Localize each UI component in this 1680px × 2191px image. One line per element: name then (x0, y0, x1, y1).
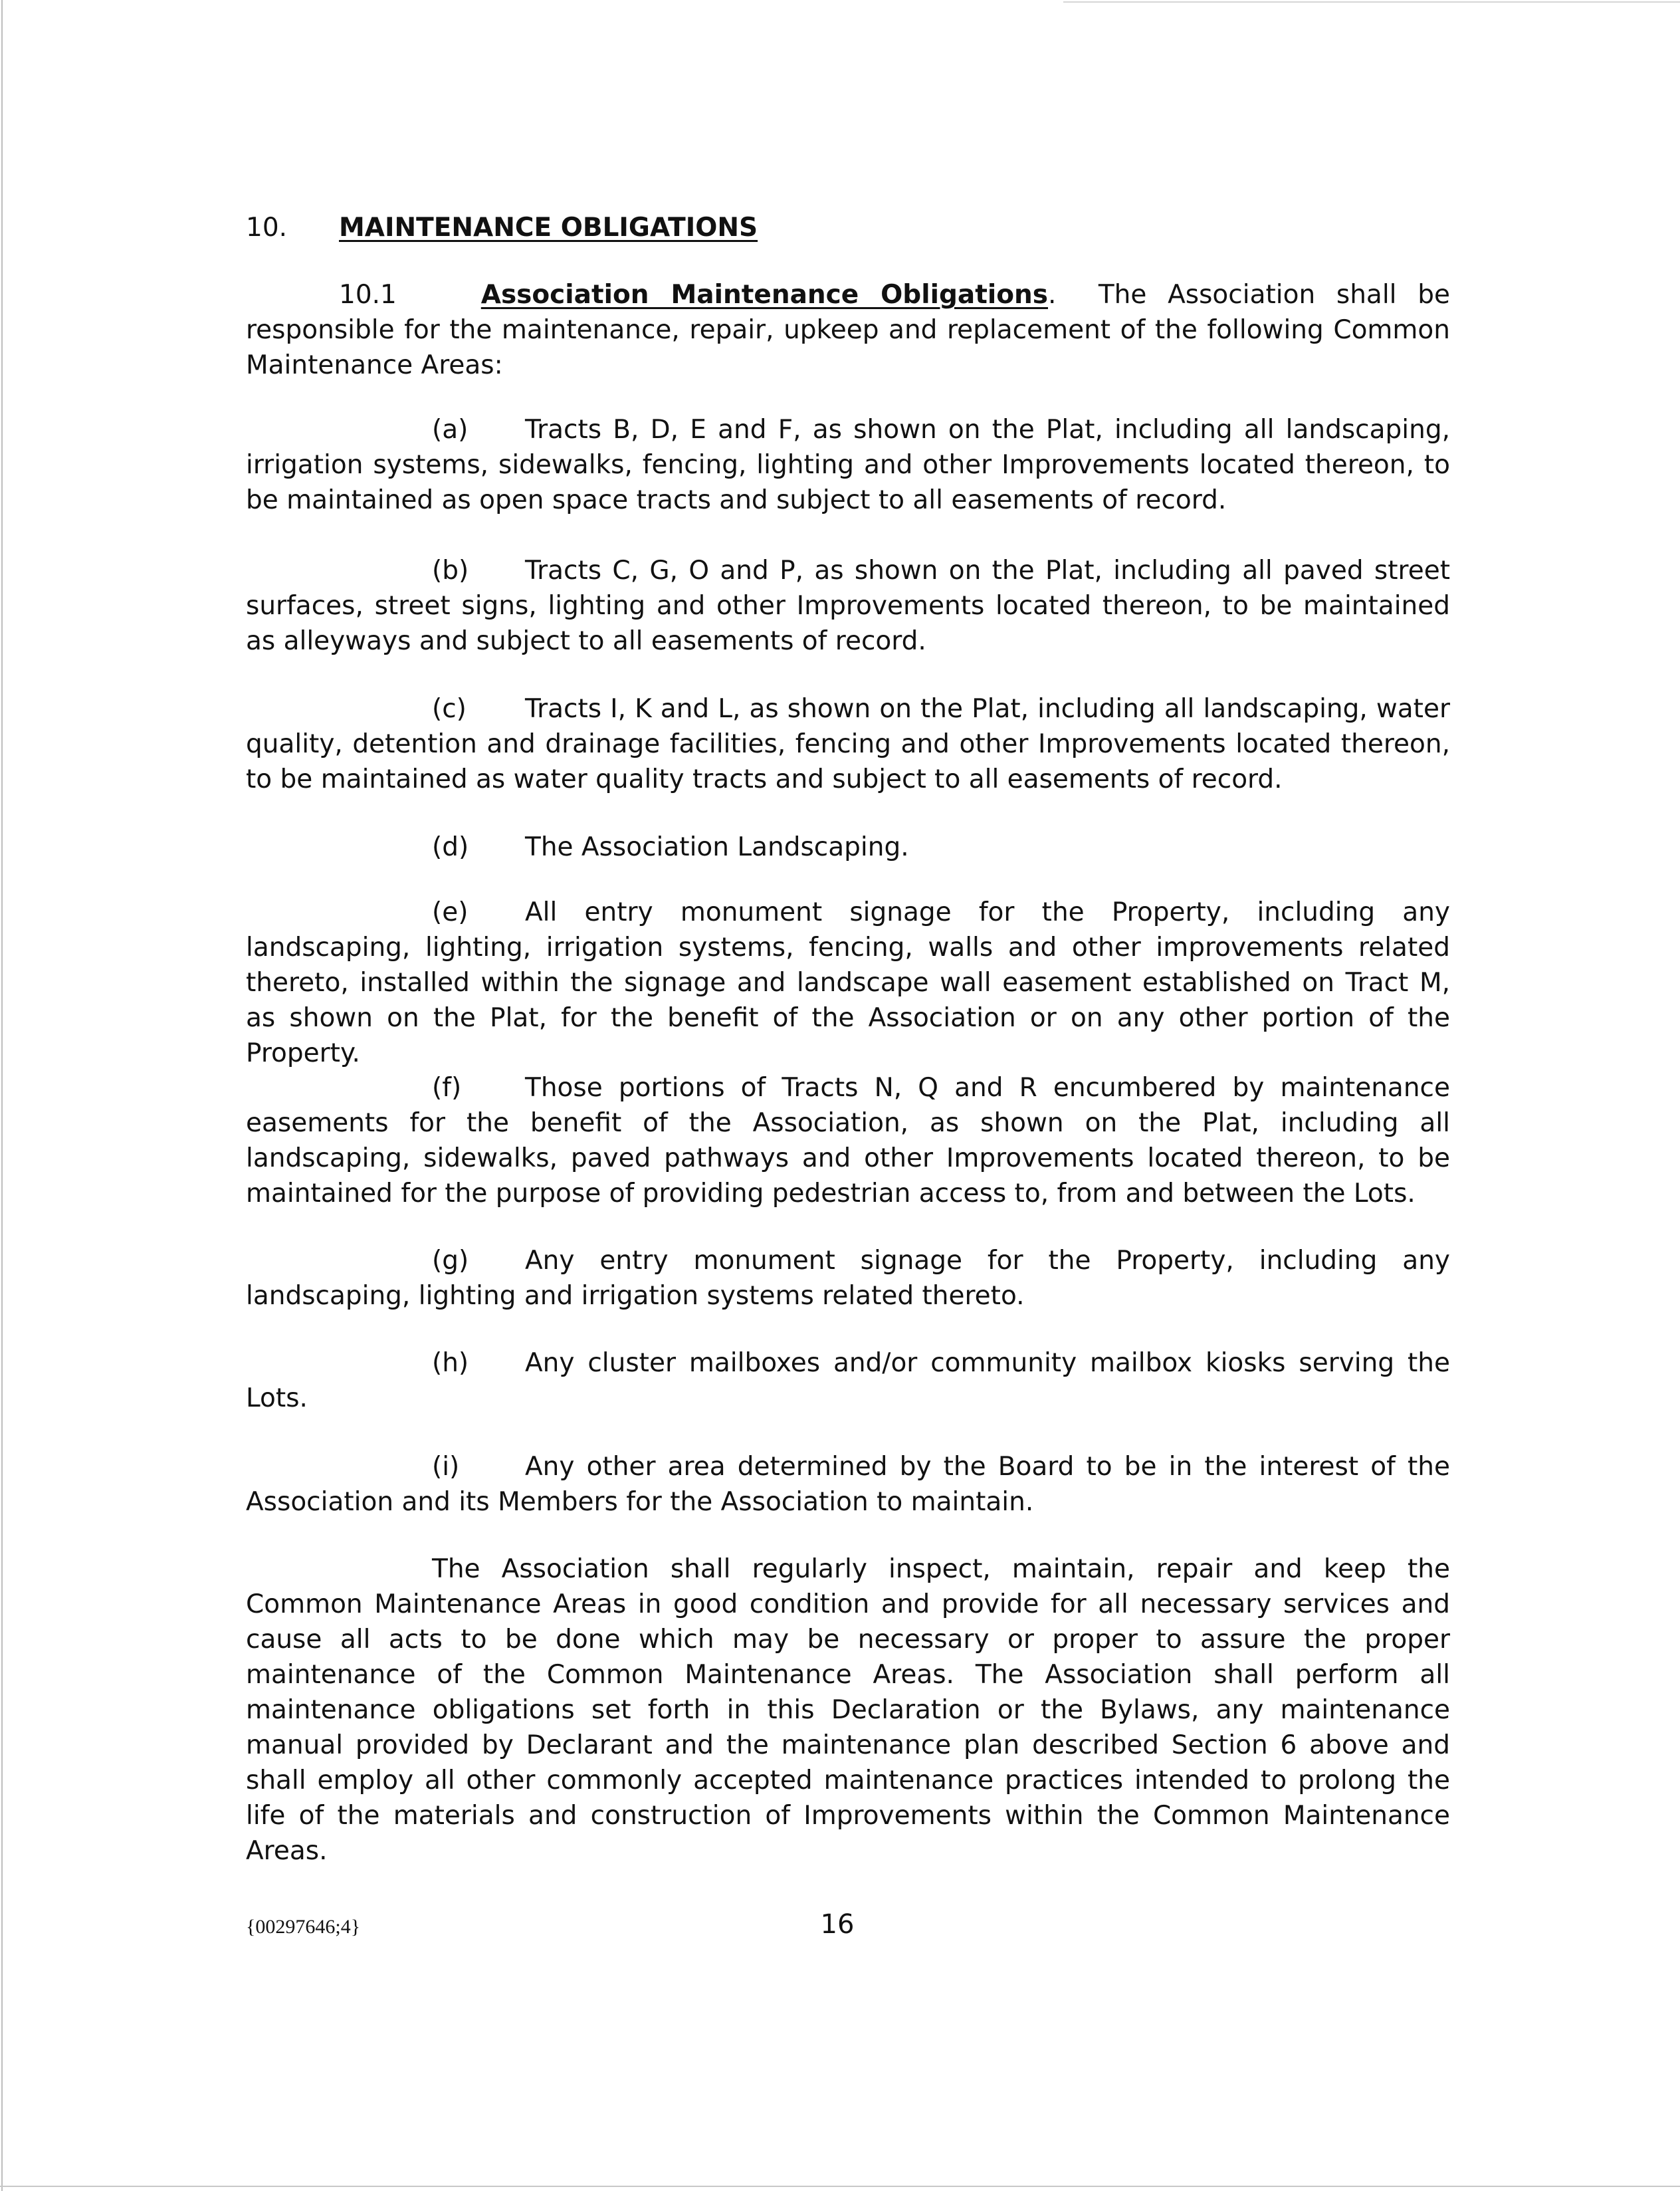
section-number: 10. (246, 213, 288, 243)
list-item (246, 1449, 1450, 1520)
list-item (246, 691, 1450, 797)
subsection-intro-text: The Association shall be responsible for the maintenance, repair, upkeep and replacement of the following Common Maintenance Areas: (246, 280, 1450, 380)
subsection-number: 10.1 (339, 280, 397, 310)
section-title: MAINTENANCE OBLIGATIONS (339, 213, 758, 243)
item-label: (i) (432, 1452, 460, 1482)
list-item (246, 1070, 1450, 1211)
subsection-title: Association Maintenance Obligations (480, 280, 1048, 310)
item-text: The Association Landscaping. (525, 832, 909, 862)
section-heading (246, 210, 1450, 245)
item-text: All entry monument signage for the Property, including any landscaping, lighting, irrigation systems, fencing, walls and other improvements related thereto, installed within the signage and landscape wall easement established on Tract M, as shown on the Plat, for the benefit of the Association or on any other portion of the Property. (246, 897, 1450, 1068)
item-text: Those portions of Tracts N, Q and R encumbered by maintenance easements for the benefit of the Association, as shown on the Plat, including all landscaping, sidewalks, paved pathways and other Improvements located thereon, to be maintained for the purpose of providing pedestrian access to, from and between the Lots. (246, 1073, 1450, 1209)
list-item (246, 895, 1450, 1071)
document-id: {00297646;4} (246, 1916, 361, 1938)
item-label: (c) (432, 694, 467, 724)
item-text: Any other area determined by the Board to be in the interest of the Association and its Members for the Association to maintain. (246, 1452, 1450, 1517)
item-label: (b) (432, 556, 469, 586)
list-item (246, 830, 1450, 865)
scan-edge-bottom (0, 2186, 1680, 2187)
list-item (246, 553, 1450, 659)
list-item (246, 1345, 1450, 1416)
item-text: Tracts I, K and L, as shown on the Plat, including all landscaping, water quality, detention and drainage facilities, fencing and other Improvements located thereon, to be maintained as water quality tracts and subject to all easements of record. (246, 694, 1450, 794)
closing-paragraph: The Association shall regularly inspect, maintain, repair and keep the Common Maintenance Areas in good condition and provide for all necessary services and cause all acts to be done which may be necessary or proper to assure the proper maintenance of the Common Maintenance Areas. The Association shall perform all maintenance obligations set forth in this Declaration or the Bylaws, any maintenance manual provided by Declarant and the maintenance plan described Section 6 above and shall employ all other commonly accepted maintenance practices intended to prolong the life of the materials and construction of Improvements within the Common Maintenance Areas. (246, 1554, 1450, 1866)
scan-edge-top (1063, 1, 1680, 3)
item-text: Tracts C, G, O and P, as shown on the Plat, including all paved street surfaces, street signs, lighting and other Improvements located thereon, to be maintained as alleyways and subject to all easements of record. (246, 556, 1450, 656)
subsection-intro: 10.1 Association Maintenance Obligations. The Association shall be responsible for the maintenance, repair, upkeep and replacement of the following Common Maintenance Areas: (246, 280, 1450, 380)
item-label: (g) (432, 1246, 469, 1276)
item-text: Tracts B, D, E and F, as shown on the Plat, including all landscaping, irrigation systems, sidewalks, fencing, lighting and other Improvements located thereon, to be maintained as open space tracts and subject to all easements of record. (246, 415, 1450, 515)
item-label: (f) (432, 1073, 462, 1103)
item-text: Any entry monument signage for the Property, including any landscaping, lighting and irrigation systems related thereto. (246, 1246, 1450, 1311)
item-label: (e) (432, 897, 469, 927)
item-text: Any cluster mailboxes and/or community mailbox kiosks serving the Lots. (246, 1348, 1450, 1413)
item-label: (h) (432, 1348, 469, 1378)
list-item (246, 1243, 1450, 1314)
scan-edge-left (1, 0, 3, 2191)
page-number: 16 (820, 1909, 855, 1940)
item-label: (d) (432, 832, 469, 862)
list-item (246, 412, 1450, 518)
item-label: (a) (432, 415, 469, 445)
